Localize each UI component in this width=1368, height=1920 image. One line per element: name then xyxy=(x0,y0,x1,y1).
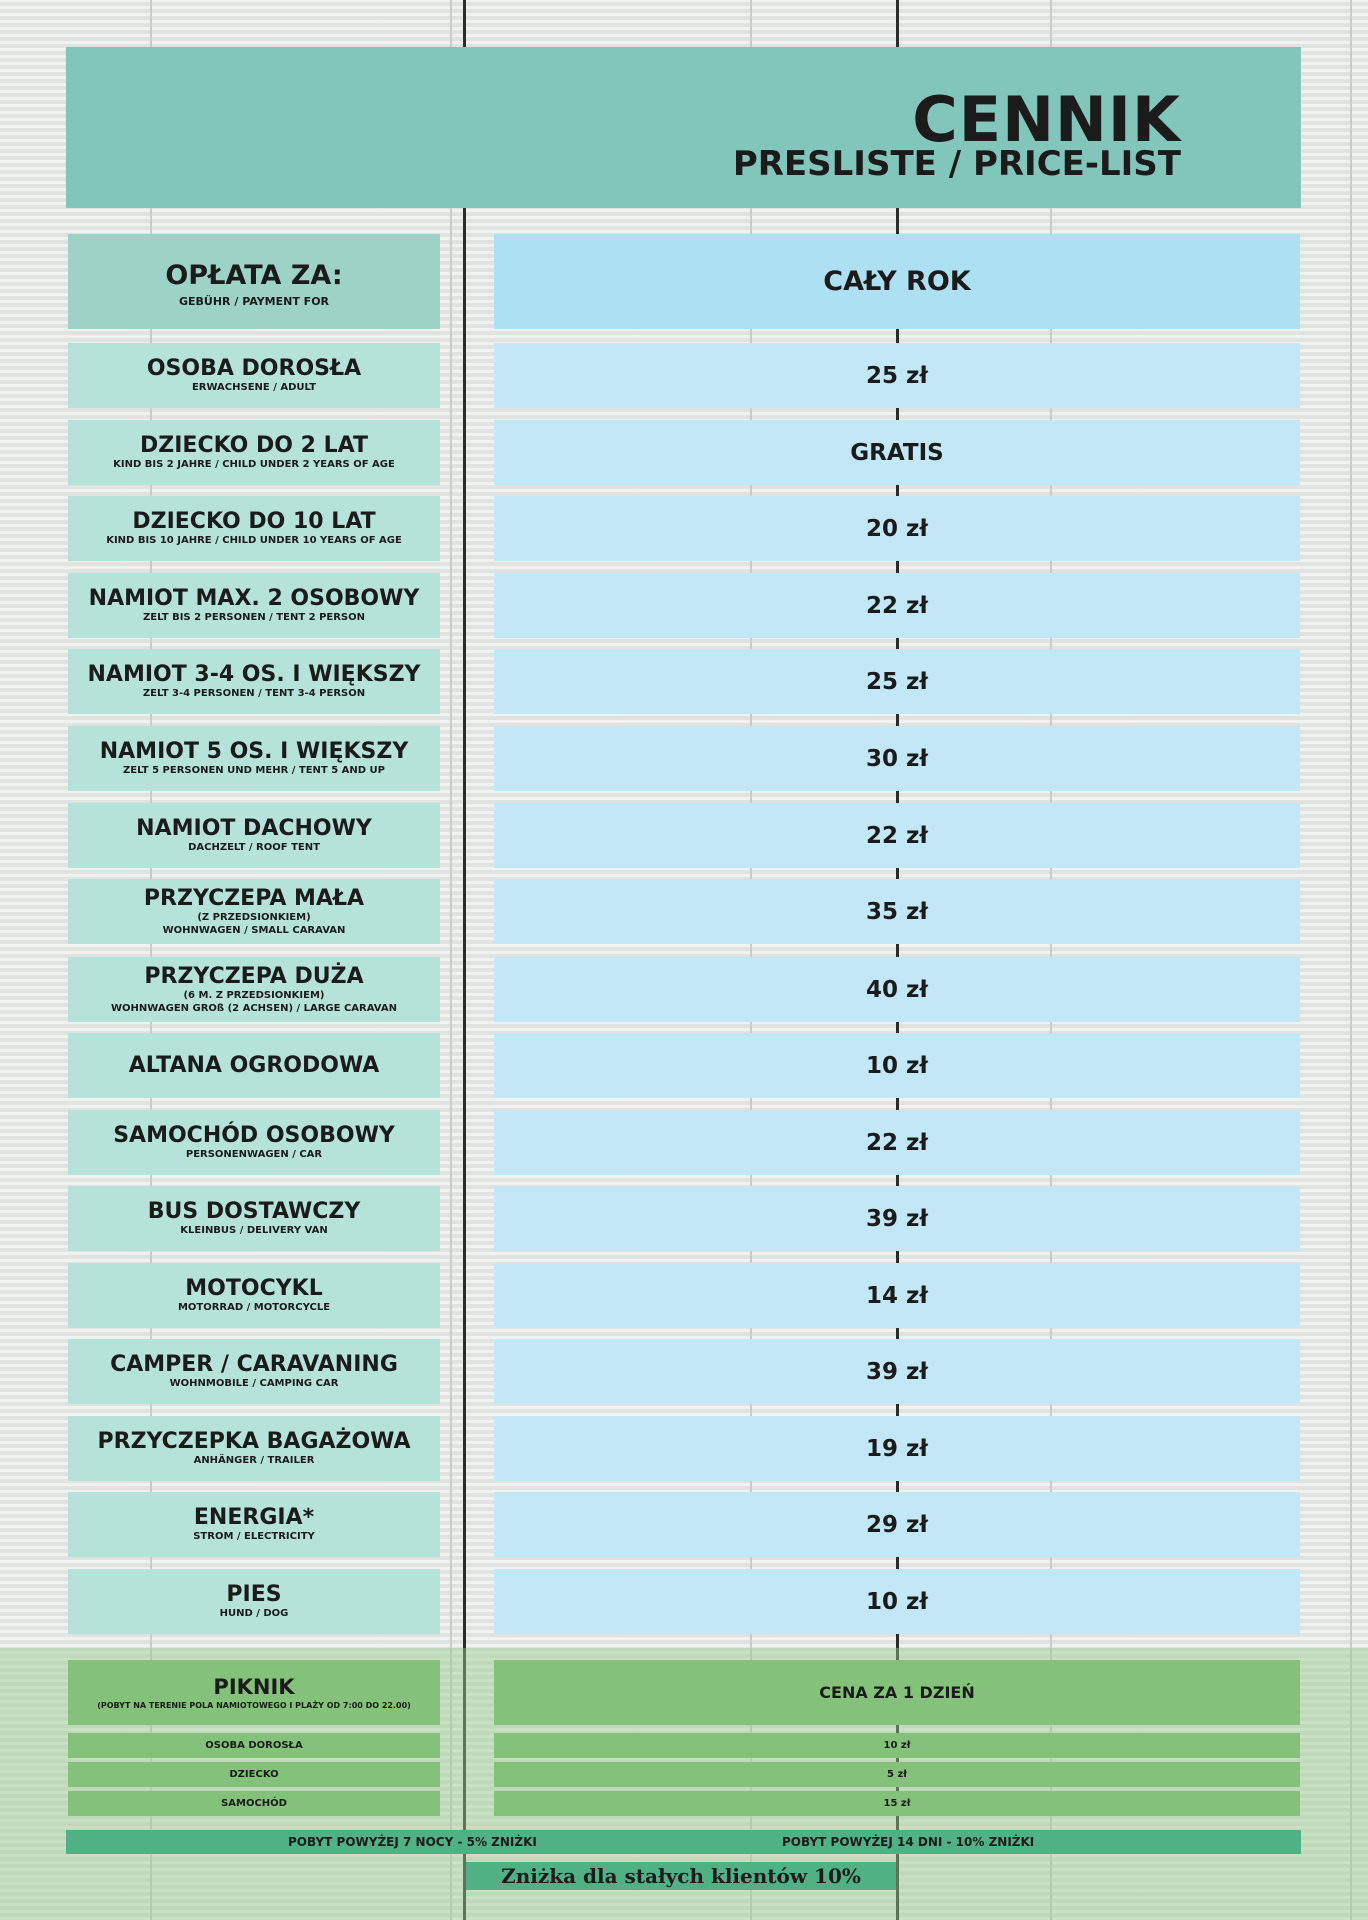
picnic-item-label: DZIECKO xyxy=(68,1762,440,1787)
price-row-label xyxy=(68,726,440,791)
price-row-value: 40 zł xyxy=(494,957,1300,1022)
price-row-translation: WOHNMOBILE / CAMPING CAR xyxy=(169,1378,339,1389)
picnic-item-label: OSOBA DOROSŁA xyxy=(68,1733,440,1758)
discount-bar xyxy=(66,1830,1301,1854)
loyal-customer-discount: Zniżka dla stałych klientów 10% xyxy=(466,1862,896,1890)
price-row-value: 14 zł xyxy=(494,1263,1300,1328)
picnic-title: PIKNIK xyxy=(213,1675,295,1699)
price-row-translation: MOTORRAD / MOTORCYCLE xyxy=(177,1302,331,1313)
price-row-translation: WOHNWAGEN GROß (2 ACHSEN) / LARGE CARAVAN xyxy=(111,1002,397,1014)
price-row-label xyxy=(68,957,440,1022)
price-row-title: NAMIOT 5 OS. I WIĘKSZY xyxy=(99,739,409,764)
price-row xyxy=(0,1110,1368,1175)
column-header-whole-year: CAŁY ROK xyxy=(494,234,1300,329)
price-row-value: 22 zł xyxy=(494,1110,1300,1175)
price-row-title: PRZYCZEPKA BAGAŻOWA xyxy=(97,1429,411,1454)
discount-7-nights: POBYT POWYŻEJ 7 NOCY - 5% ZNIŻKI xyxy=(288,1835,537,1849)
price-row-title: BUS DOSTAWCZY xyxy=(147,1199,361,1224)
price-row-value: 29 zł xyxy=(494,1492,1300,1557)
price-row-value: 20 zł xyxy=(494,496,1300,561)
price-row-value: 22 zł xyxy=(494,803,1300,868)
price-row-title: PRZYCZEPA MAŁA xyxy=(143,885,365,911)
price-row-translation: DACHZELT / ROOF TENT xyxy=(188,842,320,853)
price-row xyxy=(0,1186,1368,1251)
price-row-translation: ZELT 3-4 PERSONEN / TENT 3-4 PERSON xyxy=(142,688,366,699)
column-header-subtitle: GEBÜHR / PAYMENT FOR xyxy=(178,295,330,308)
price-row-translation: ERWACHSENE / ADULT xyxy=(191,382,317,393)
header-banner xyxy=(66,47,1301,208)
price-row-value: 35 zł xyxy=(494,879,1300,944)
price-row-title: DZIECKO DO 2 LAT xyxy=(140,433,368,458)
price-row-label xyxy=(68,420,440,485)
price-row xyxy=(0,1263,1368,1328)
price-row-label xyxy=(68,1033,440,1098)
price-row-title: MOTOCYKL xyxy=(185,1276,323,1301)
picnic-note: (POBYT NA TERENIE POLA NAMIOTOWEGO I PLAŻY OD 7:00 DO 22.00) xyxy=(97,1701,411,1710)
column-header-title: OPŁATA ZA: xyxy=(165,260,343,291)
price-row-label xyxy=(68,1186,440,1251)
price-row xyxy=(0,573,1368,638)
price-row-title: NAMIOT DACHOWY xyxy=(136,816,372,841)
price-row xyxy=(0,879,1368,944)
price-row xyxy=(0,649,1368,714)
price-row-note: (6 M. Z PRZEDSIONKIEM) xyxy=(183,989,325,1001)
price-row-value: 39 zł xyxy=(494,1339,1300,1404)
price-row-label xyxy=(68,1492,440,1557)
price-row-value: GRATIS xyxy=(494,420,1300,485)
price-row-title: PIES xyxy=(226,1582,282,1607)
picnic-item-label: SAMOCHÓD xyxy=(68,1791,440,1816)
picnic-price-header: CENA ZA 1 DZIEŃ xyxy=(494,1660,1300,1725)
price-row-label xyxy=(68,1263,440,1328)
picnic-item-price: 10 zł xyxy=(494,1733,1300,1758)
price-row xyxy=(0,1339,1368,1404)
price-row-translation: KIND BIS 10 JAHRE / CHILD UNDER 10 YEARS OF AGE xyxy=(106,535,402,546)
price-row-title: SAMOCHÓD OSOBOWY xyxy=(113,1123,395,1148)
price-row-title: CAMPER / CARAVANING xyxy=(110,1352,398,1377)
price-row-translation: KLEINBUS / DELIVERY VAN xyxy=(180,1225,328,1236)
price-row xyxy=(0,1033,1368,1098)
price-row-title: DZIECKO DO 10 LAT xyxy=(132,509,376,534)
price-row-title: PRZYCZEPA DUŻA xyxy=(144,963,364,989)
price-row-value: 19 zł xyxy=(494,1416,1300,1481)
price-row-translation: KIND BIS 2 JAHRE / CHILD UNDER 2 YEARS OF AGE xyxy=(113,459,395,470)
price-row-translation: ZELT 5 PERSONEN UND MEHR / TENT 5 AND UP xyxy=(123,765,385,776)
price-row-translation: STROM / ELECTRICITY xyxy=(193,1531,315,1542)
page-title: CENNIK xyxy=(912,83,1181,156)
price-row-value: 25 zł xyxy=(494,649,1300,714)
price-row-note: (Z PRZEDSIONKIEM) xyxy=(197,911,311,923)
price-row-translation: HUND / DOG xyxy=(219,1608,289,1619)
price-row-label xyxy=(68,1110,440,1175)
price-row-title: NAMIOT 3-4 OS. I WIĘKSZY xyxy=(87,662,421,687)
price-row xyxy=(0,420,1368,485)
price-row-translation: ANHÄNGER / TRAILER xyxy=(193,1455,315,1466)
price-row xyxy=(0,957,1368,1022)
price-row xyxy=(0,1416,1368,1481)
price-row-label xyxy=(68,496,440,561)
price-row-value: 25 zł xyxy=(494,343,1300,408)
price-row-label xyxy=(68,649,440,714)
picnic-title-box xyxy=(68,1660,440,1725)
price-row-label xyxy=(68,573,440,638)
price-row-title: ENERGIA* xyxy=(193,1505,315,1530)
picnic-item-price: 15 zł xyxy=(494,1791,1300,1816)
price-row-label xyxy=(68,803,440,868)
discount-14-days: POBYT POWYŻEJ 14 DNI - 10% ZNIŻKI xyxy=(782,1835,1035,1849)
price-row xyxy=(0,803,1368,868)
price-row-label xyxy=(68,1416,440,1481)
picnic-item-price: 5 zł xyxy=(494,1762,1300,1787)
price-row-title: NAMIOT MAX. 2 OSOBOWY xyxy=(88,586,420,611)
price-row-translation: ZELT BIS 2 PERSONEN / TENT 2 PERSON xyxy=(142,612,365,623)
price-row xyxy=(0,1569,1368,1634)
price-row-value: 39 zł xyxy=(494,1186,1300,1251)
price-row xyxy=(0,496,1368,561)
price-row-label xyxy=(68,1339,440,1404)
price-row xyxy=(0,726,1368,791)
price-row-title: ALTANA OGRODOWA xyxy=(128,1052,380,1078)
price-row-value: 30 zł xyxy=(494,726,1300,791)
page-subtitle: PRESLISTE / PRICE-LIST xyxy=(732,144,1181,184)
price-row-translation: PERSONENWAGEN / CAR xyxy=(185,1149,323,1160)
price-row xyxy=(0,1492,1368,1557)
price-row-label xyxy=(68,879,440,944)
price-row-value: 22 zł xyxy=(494,573,1300,638)
price-row-value: 10 zł xyxy=(494,1033,1300,1098)
price-row-title: OSOBA DOROSŁA xyxy=(146,356,362,381)
price-row-label xyxy=(68,1569,440,1634)
price-row xyxy=(0,343,1368,408)
price-row-label xyxy=(68,343,440,408)
price-row-value: 10 zł xyxy=(494,1569,1300,1634)
column-header-payment-for xyxy=(68,234,440,329)
price-row-translation: WOHNWAGEN / SMALL CARAVAN xyxy=(162,924,346,936)
